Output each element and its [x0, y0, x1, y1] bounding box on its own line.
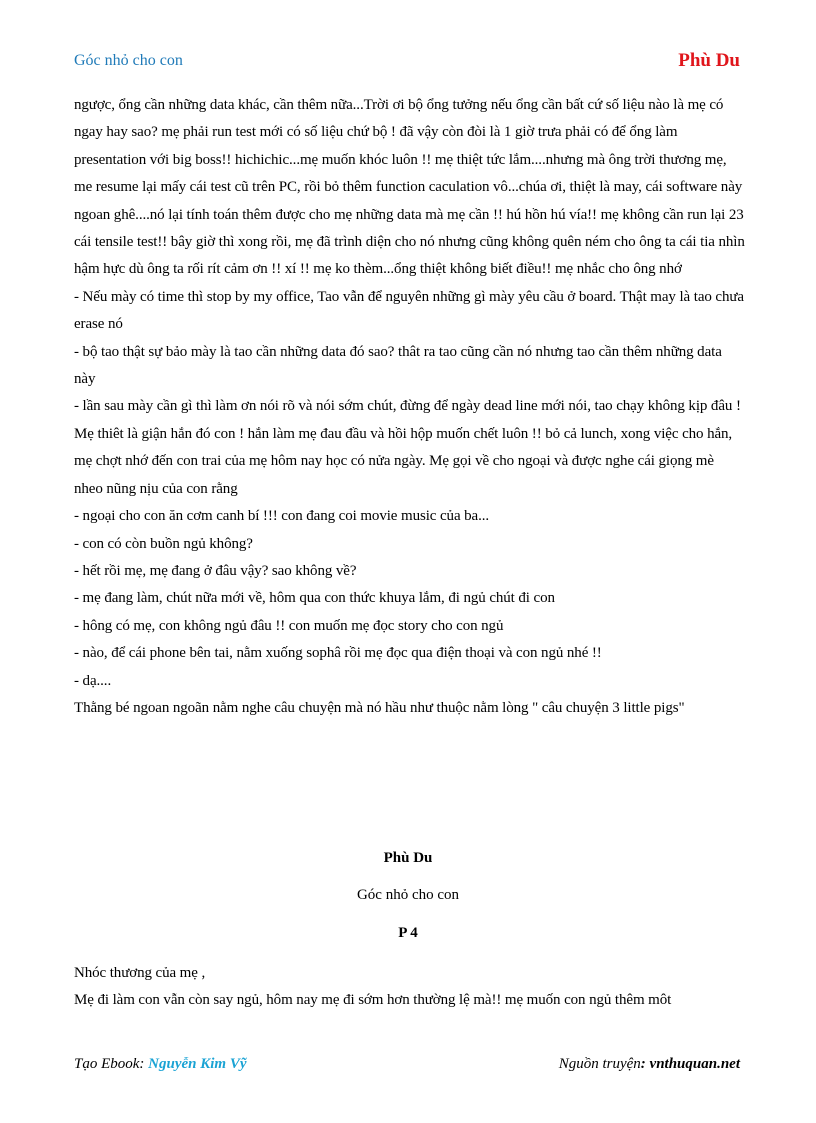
paragraph: - nào, để cái phone bên tai, nằm xuống sophâ rồi mẹ đọc qua điện thoại và con ngủ nhé !!	[74, 645, 602, 662]
paragraph: - dạ....	[74, 672, 112, 689]
footer-source-site: vnthuquan.net	[649, 1056, 740, 1072]
paragraph: Thằng bé ngoan ngoãn nằm nghe câu chuyện mà nó hầu như thuộc nằm lòng " câu chuyện 3 little pigs"	[74, 699, 685, 716]
paragraph: Mẹ đi làm con vẫn còn say ngủ, hôm nay mẹ đi sớm hơn thường lệ mà!! mẹ muốn con ngủ thêm môt	[74, 992, 672, 1009]
header-book-title: Góc nhỏ cho con	[74, 52, 183, 69]
header-author: Phù Du	[678, 50, 740, 71]
body-text	[74, 92, 746, 722]
paragraph: - mẹ đang làm, chút nữa mới về, hôm qua con thức khuya lắm, đi ngủ chút đi con	[74, 590, 555, 607]
paragraph: - hông có mẹ, con không ngủ đâu !! con muốn mẹ đọc story cho con ngủ	[74, 617, 504, 634]
paragraph: - hết rồi mẹ, mẹ đang ở đâu vậy? sao không về?	[74, 562, 357, 579]
paragraph: - Nếu mày có time thì stop by my office, Tao vẫn để nguyên những gì mày yêu cầu ở board. Thật may là tao chưa erase nó	[74, 288, 744, 333]
footer-ebook-credit: Tạo Ebook: Nguyễn Kim Vỹ	[74, 1056, 247, 1072]
footer-ebook-label: Tạo Ebook	[74, 1056, 140, 1072]
footer-source-label: Nguồn truyện	[558, 1056, 641, 1072]
paragraph: - bộ tao thật sự bảo mày là tao cần những data đó sao? thât ra tao cũng cần nó nhưng tao cần thêm những data này	[74, 343, 722, 388]
paragraph: ngược, ổng cần những data khác, cần thêm nữa...Trời ơi bộ ổng tưởng nếu ổng cần bất cứ số liệu nào là mẹ có ngay hay sao? mẹ phải run test mới có số liệu chứ bộ ! đã vậy còn đòi là 1 giờ trưa phải có để ổng làm presentation với big boss!! hichichic...mẹ muốn khóc luôn !! mẹ thiệt tức lắm....nhưng mà ông trời thương mẹ, me resume lại mấy cái test cũ trên PC, rồi bỏ thêm function caculation vô...chúa ơi, thiệt là may, cái software này ngoan ghê....nó lại tính toán thêm được cho mẹ những data mà mẹ cần !! hú hồn hú vía!! mẹ không cần run lại 23 cái tensile test!! bây giờ thì xong rồi, mẹ đã trình diện cho nó nhưng cũng không quên ném cho ông ta cái tia nhìn hậm hực dù ông ta rối rít cảm ơn !! xí !! mẹ ko thèm...ổng thiệt không biết điều!! mẹ nhắc cho ông nhớ	[74, 97, 745, 278]
section-author: Phù Du	[383, 850, 433, 866]
footer-source-credit: Nguồn truyện: vnthuquan.net	[558, 1056, 740, 1072]
footer-ebook-name: Nguyễn Kim Vỹ	[148, 1056, 247, 1072]
paragraph: - lần sau mày cần gì thì làm ơn nói rõ và nói sớm chút, đừng để ngày dead line mới nói, tao chạy không kịp đâu !	[74, 398, 741, 415]
section-part-number: P 4	[398, 925, 418, 941]
paragraph: - ngoại cho con ăn cơm canh bí !!! con đang coi movie music của ba...	[74, 508, 490, 525]
section-book-title: Góc nhỏ cho con	[356, 887, 460, 903]
paragraph: - con có còn buồn ngủ không?	[74, 535, 253, 552]
paragraph: Mẹ thiêt là giận hắn đó con ! hắn làm mẹ đau đầu và hồi hộp muốn chết luôn !! bỏ cả lunch, xong việc cho hắn, mẹ chợt nhớ đến con trai của mẹ hôm nay học có nửa ngày. Mẹ gọi về cho ngoại và được nghe cái giọng mè nheo nũng nịu của con rằng	[74, 425, 733, 497]
paragraph: Nhóc thương của mẹ ,	[74, 965, 206, 981]
body-text-part4	[74, 960, 746, 1015]
